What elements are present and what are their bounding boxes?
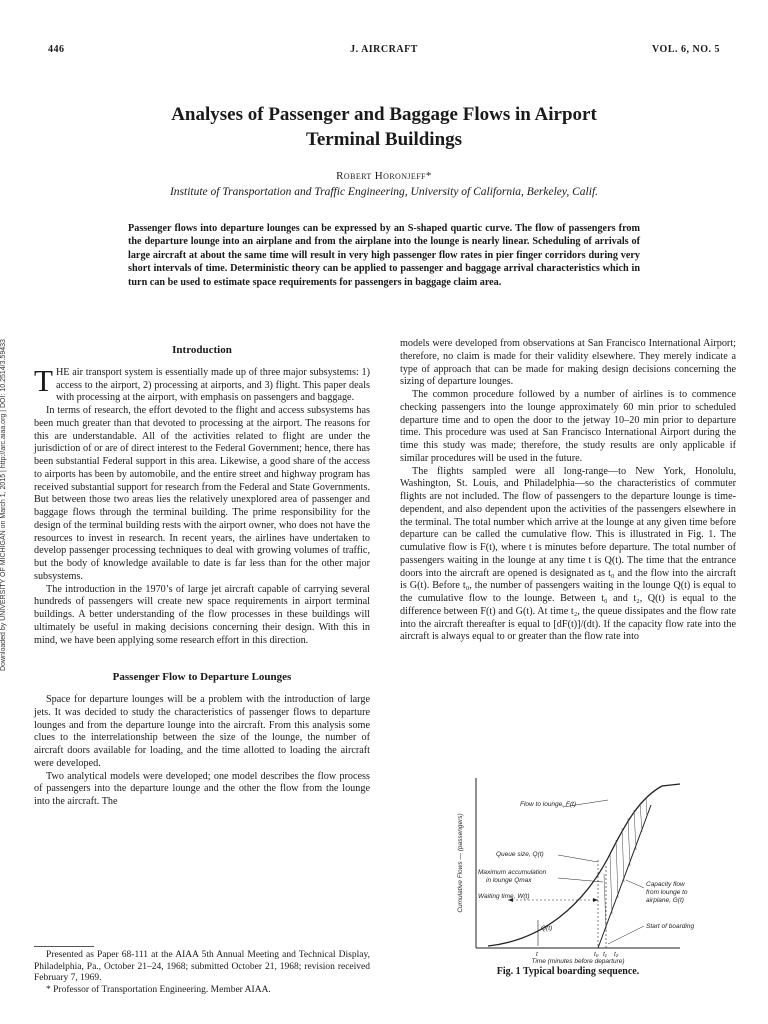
left-column bbox=[34, 344, 370, 809]
label-start-boarding: Start of boarding bbox=[646, 923, 695, 930]
figure-diagram bbox=[448, 770, 748, 965]
right-column bbox=[400, 338, 736, 644]
label-qt: Q(t) bbox=[541, 925, 553, 932]
tick-t1: t₁ bbox=[603, 951, 607, 958]
label-capacity-3: airplane, G(t) bbox=[646, 897, 684, 904]
download-side-note: Downloaded by UNIVERSITY OF MICHIGAN on March 1, 2015 | http://arc.aiaa.org | DOI: 10.2514/3.59433 bbox=[0, 339, 7, 671]
section2-paragraph-2: Two analytical models were developed; one model describes the flow process of passengers into the departure lounge and the other the flow from the lounge into the aircraft. The bbox=[34, 770, 370, 807]
intro-paragraph-2: In terms of research, the effort devoted to the flight and access subsystems has been much greater than that devoted to processing at the airport. The reasons for this are understandable. All of the activities related to flight are under the jurisdiction of or are of direct interest to the Federal Government; hence, there has been substantial Federal support in this area. Likewise, a good share of the access to airports has been by automobile, and the entire street and highway program has received substantial support for research from the Federal and State Governments. But between those two areas lies the relatively unexplored area of passenger and baggage flows through the terminal building. The prime responsibility for the design of the terminal building rests with the airport owner, who does not have the resources to invest in research. In recent years, the airlines have undertaken to develop passenger processing techniques to deal with growing volumes of traffic, but the body of knowledge available to date is far less than for the other major subsystems. bbox=[34, 405, 370, 582]
section2-paragraph-1: Space for departure lounges will be a problem with the introduction of large jets. It was decided to study the characteristics of passenger flows to departure lounges and from the departure lounge into the aircraft. From this analysis some clues to the interrelationship between the size of the lounge, the number of aircraft doors available for loading, and the time allotted to loading the aircraft were developed. bbox=[34, 694, 370, 769]
title-line-1: Analyses of Passenger and Baggage Flows in Airport bbox=[171, 104, 597, 125]
capacity-label-leader bbox=[626, 880, 644, 888]
paper-title bbox=[70, 102, 698, 152]
intro-paragraph-1-text: HE air transport system is essentially made up of three major subsystems: 1) access to the airport, 2) processing at airports, and 3) flight. This paper deals with processing at the airport, with emphasis on passengers and baggage. bbox=[55, 366, 370, 404]
label-max-accum-1: Maximum accumulation bbox=[478, 869, 547, 876]
abstract: Passenger flows into departure lounges can be expressed by an S-shaped quartic curve. The flow of passengers from the departure lounge into an airplane and from the airplane into the lounge is nearly linear. Scheduling of arrivals of large aircraft at about the same time will result in very high passenger flow rates in pier finger corridors during very short intervals of time. Deterministic theory can be applied to passenger and baggage arrival characteristics which in turn can be used to estimate space requirements for passengers in baggage claim area. bbox=[128, 223, 640, 288]
tick-t0: t₀ bbox=[594, 951, 599, 958]
flow-to-lounge-curve bbox=[488, 784, 680, 946]
tick-t: t bbox=[536, 951, 538, 958]
footnotes bbox=[34, 950, 370, 996]
right-paragraph-1: models were developed from observations at San Francisco International Airport; therefore, no claim is made for their validity elsewhere. They merely indicate a type of approach that can be made for making design decisions concerning the sizing of departure lounges. bbox=[400, 338, 736, 388]
figure-boarding-sequence bbox=[448, 770, 748, 970]
label-waiting-time: Waiting time, W(t) bbox=[478, 893, 530, 900]
intro-paragraph-1 bbox=[34, 362, 370, 405]
drop-cap: T bbox=[34, 362, 53, 398]
journal-name: J. AIRCRAFT bbox=[350, 44, 418, 55]
label-max-accum-2: in lounge Qmax bbox=[486, 877, 532, 884]
running-head bbox=[48, 44, 720, 60]
label-flow-to-lounge: Flow to lounge, F(t) bbox=[520, 801, 576, 808]
queue-label-leader bbox=[558, 855, 598, 862]
queue-hatching bbox=[604, 798, 647, 930]
x-axis-label: Time (minutes before departure) bbox=[531, 958, 625, 965]
title-line-2: Terminal Buildings bbox=[305, 129, 463, 150]
y-axis-label: Cumulative Flows — (passengers) bbox=[457, 813, 464, 913]
right-paragraph-3: The flights sampled were all long-range—to New York, Honolulu, Washington, St. Louis, and Philadelphia—so the characteristics of commuter flights are not included. The flow of passengers to the departure lounge is time-dependent, and also dependent upon the activities of the passengers elsewhere in the terminal. The total number which arrive at the lounge at any given time before departure can be called the cumulative flow. This is illustrated in Fig. 1. The cumulative flow is F(t), where t is minutes before departure. The total number of passengers waiting in the lounge at any time t is Q(t). The time that the entrance doors into the aircraft are opened is designated as t₀ and the flow into the aircraft is G(t). Before t₀, the number of passengers waiting in the lounge Q(t) is equal to the cumulative flow to the lounge. Between t₀ and t₂, Q(t) is equal to the difference between F(t) and G(t). At time t₂, the queue dissipates and the flow rate into the aircraft thereafter is equal to [dF(t)]/(dt). If the capacity flow rate into the aircraft is always equal to or greater than the flow rate into bbox=[400, 465, 736, 643]
label-queue-size: Queue size, Q(t) bbox=[496, 851, 544, 858]
footnote-rule bbox=[34, 946, 94, 947]
start-boarding-leader bbox=[608, 926, 644, 944]
author-name: Robert Horonjeff* bbox=[336, 170, 432, 182]
right-paragraph-2: The common procedure followed by a number of airlines is to commence checking passengers into the lounge approximately 60 min prior to scheduled departure time and to open the door to the jetway 10–20 min prior to departure time. This procedure was used at San Francisco International Airport during the time this study was made; therefore, the study results are only applicable if similar procedures will be used in the future. bbox=[400, 389, 736, 464]
section-heading-passenger-flow: Passenger Flow to Departure Lounges bbox=[112, 671, 292, 684]
intro-paragraph-3: The introduction in the 1970’s of large jet aircraft capable of carrying several hundreds of passengers will create new space requirements in airport terminal buildings. A better understanding of the flow processes in these buildings will ultimately be useful in making decisions concerning their design. With this in mind, we have been applying some research effort in this direction. bbox=[34, 583, 370, 646]
figure-caption: Fig. 1 Typical boarding sequence. bbox=[496, 966, 640, 977]
footnote-author: * Professor of Transportation Engineering. Member AIAA. bbox=[46, 984, 271, 995]
footnote-presented: Presented as Paper 68-111 at the AIAA 5th Annual Meeting and Technical Display, Philadelphia, Pa., October 21–24, 1968; submitted October 21, 1968; revision received February 7, 1969. bbox=[34, 950, 370, 984]
section-heading-introduction: Introduction bbox=[172, 344, 232, 356]
page-number: 446 bbox=[48, 44, 65, 55]
label-capacity-2: from lounge to bbox=[646, 889, 688, 896]
author-affiliation: Institute of Transportation and Traffic Engineering, University of California, Berkeley, Calif. bbox=[169, 186, 599, 198]
volume-number: VOL. 6, NO. 5 bbox=[652, 44, 720, 55]
tick-t2: t₂ bbox=[614, 951, 619, 958]
label-capacity-1: Capacity flow bbox=[646, 881, 685, 888]
waiting-time-arrow-icon bbox=[593, 898, 598, 902]
